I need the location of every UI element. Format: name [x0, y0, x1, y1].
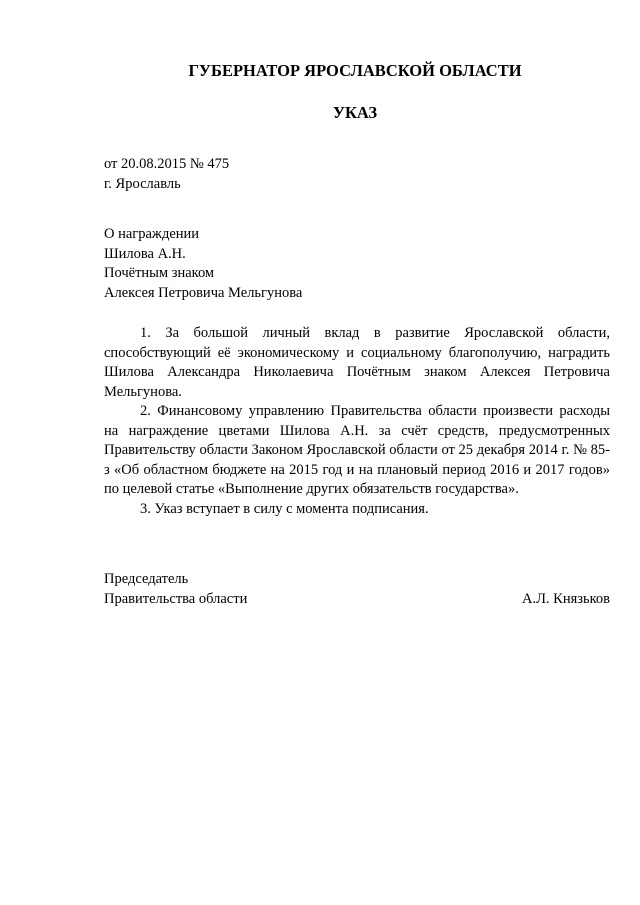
subject-line: Алексея Петровича Мельгунова — [104, 284, 303, 301]
paragraph-2: 2. Финансовому управлению Правительства области произвести расходы на награждение цветами Шилова А.Н. за счёт средств, предусмотренных Правительству области Законом Ярославской области от 25 декабря 2014 г. № 85-з «Об областном бюджете на 2015 год и на плановый период 2016 и 2017 годов» по целевой статье «Выполнение других обязательств государства». — [104, 403, 610, 497]
document-subject — [104, 225, 302, 303]
city: г. Ярославль — [104, 176, 181, 192]
issuer-title: ГУБЕРНАТОР ЯРОСЛАВСКОЙ ОБЛАСТИ — [188, 61, 522, 80]
subject-line: О награждении — [104, 226, 200, 242]
paragraph-1: 1. За большой личный вклад в развитие Ярославской области, способствующий её экономическому и социальному благополучию, наградить Шилова Александра Николаевича Почётным знаком Алексея Петровича Мельгунова. — [104, 325, 610, 400]
signatory-name: А.Л. Князьков — [521, 590, 610, 607]
document-type: УКАЗ — [332, 103, 378, 122]
subject-line: Шилова А.Н. — [104, 245, 186, 262]
paragraph-3: 3. Указ вступает в силу с момента подписания. — [140, 500, 429, 517]
document-meta — [104, 154, 229, 194]
signatory-position-line1: Председатель — [104, 571, 189, 587]
date-and-number: от 20.08.2015 № 475 — [104, 156, 230, 172]
signature-block — [104, 570, 610, 609]
subject-line: Почётным знаком — [104, 265, 215, 281]
document-body — [104, 324, 610, 519]
signatory-position-line2: Правительства области — [104, 590, 248, 607]
